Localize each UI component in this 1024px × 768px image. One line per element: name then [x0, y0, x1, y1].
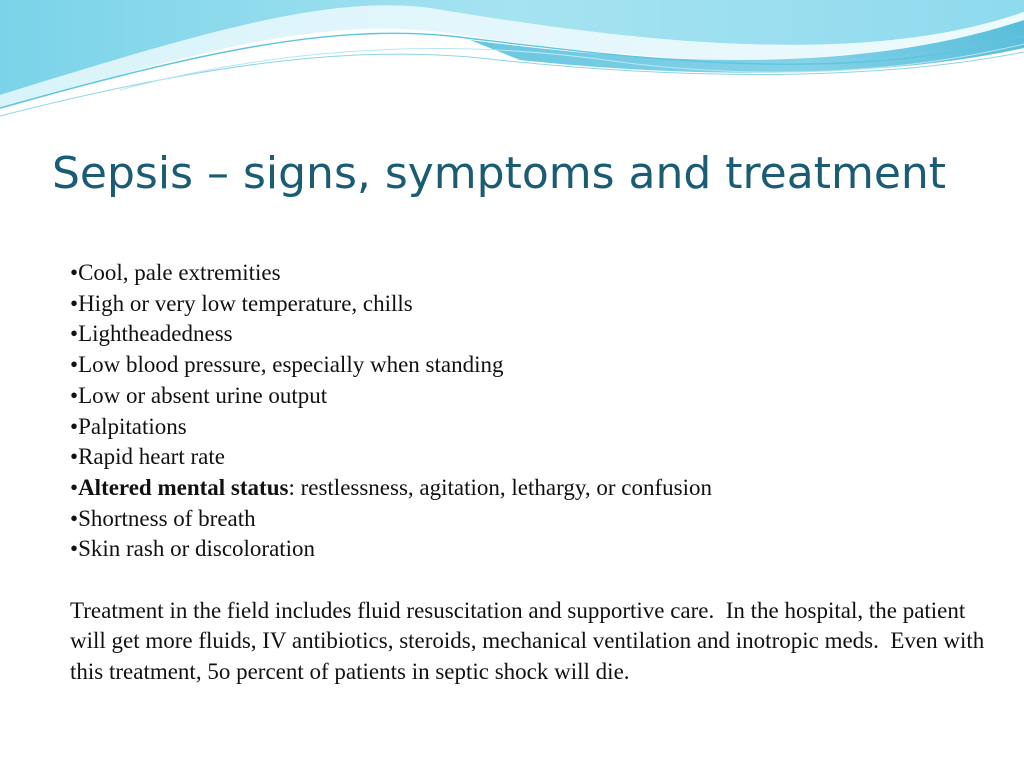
- symptom-text: Shortness of breath: [78, 505, 256, 531]
- slide-title: Sepsis – signs, symptoms and treatment: [52, 148, 947, 199]
- symptom-item: [70, 534, 1000, 565]
- bullet: •: [70, 352, 79, 378]
- symptom-text: Skin rash or discoloration: [78, 536, 316, 562]
- treatment-paragraph: Treatment in the field includes fluid resuscitation and supportive care. In the hospital, the patient will get more fluids, IV antibiotics, steroids, mechanical ventilation and inotropic meds. Even with this treatment, 5o percent of patients in septic shock will die.: [70, 597, 991, 685]
- symptom-text: High or very low temperature, chills: [78, 290, 413, 316]
- symptom-item: [70, 504, 1000, 535]
- bullet: •: [70, 260, 79, 285]
- bullet: •: [70, 505, 79, 531]
- bullet: •: [70, 536, 79, 562]
- symptom-item-altered-mental-status: [70, 473, 1000, 504]
- bullet: •: [70, 290, 79, 316]
- symptom-item: [70, 319, 1000, 350]
- symptom-item: [70, 381, 1000, 412]
- bullet: •: [70, 444, 79, 470]
- symptom-text: Rapid heart rate: [78, 444, 225, 470]
- symptom-text: Palpitations: [78, 413, 187, 439]
- symptom-bold-label: Altered mental status: [78, 474, 289, 500]
- bullet: •: [70, 382, 79, 408]
- bullet: •: [70, 413, 79, 439]
- symptom-text: Lightheadedness: [78, 321, 233, 347]
- symptom-text: Low or absent urine output: [78, 382, 328, 408]
- wave-header-decoration: [0, 0, 1024, 130]
- symptom-item: [70, 289, 1000, 320]
- symptom-text: Low blood pressure, especially when standing: [78, 352, 504, 378]
- spacer: [70, 565, 1000, 596]
- symptom-text: Cool, pale extremities: [78, 260, 281, 285]
- symptom-item: [70, 258, 1000, 289]
- symptom-text: : restlessness, agitation, lethargy, or confusion: [288, 474, 712, 500]
- symptom-list: [70, 258, 1000, 565]
- bullet: •: [70, 474, 79, 500]
- symptom-item: [70, 412, 1000, 443]
- bullet: •: [70, 321, 79, 347]
- symptom-item: [70, 350, 1000, 381]
- slide-body: [70, 258, 1000, 688]
- symptom-item: [70, 442, 1000, 473]
